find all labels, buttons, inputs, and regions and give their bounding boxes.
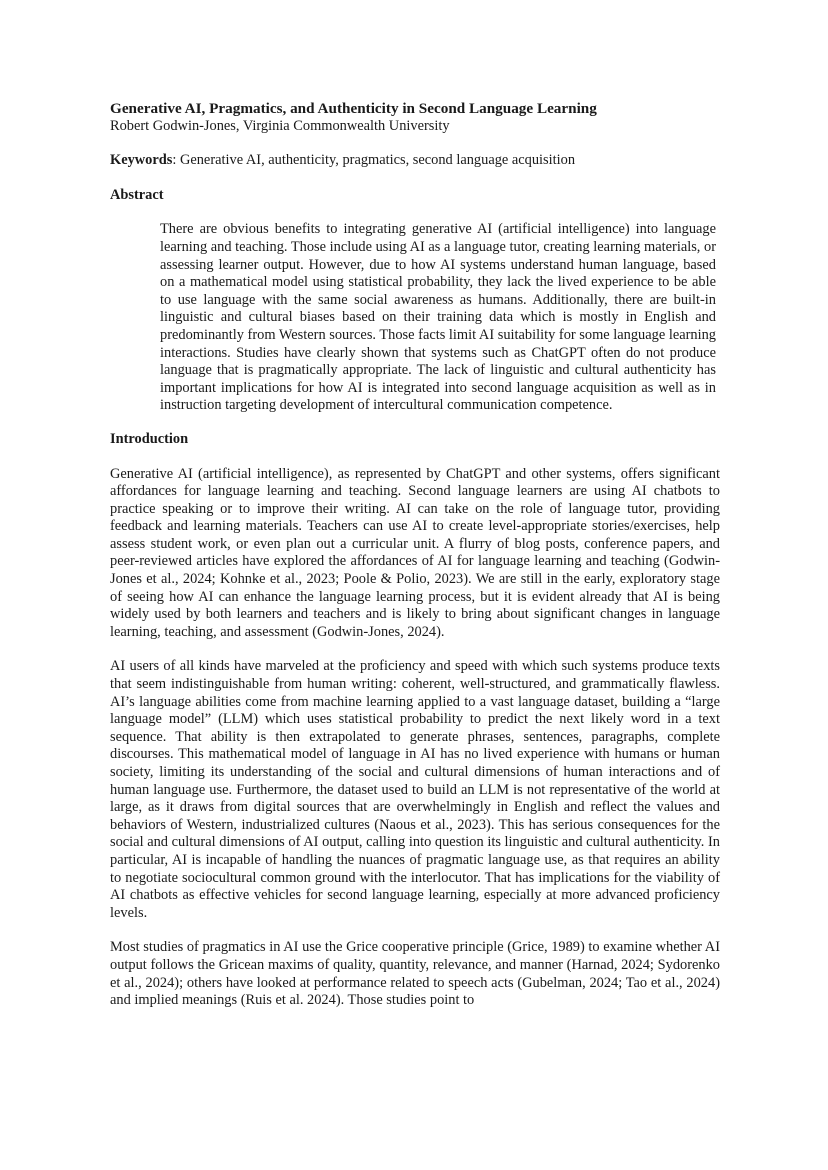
abstract-text: There are obvious benefits to integrating generative AI (artificial intelligence) into language learning and teaching. Those include using AI as a language tutor, creating learning materials, or assessing learner output. However, due to how AI systems understand human language, based on a mathematical model using statistical probability, they lack the lived experience to be able to use language with the same social awareness as humans. Additionally, there are built-in linguistic and cultural biases based on their training data which is mostly in English and predominantly from Western sources. Those facts limit AI suitability for some language learning interactions. Studies have clearly shown that systems such as ChatGPT often do not produce language that is pragmatically appropriate. The lack of linguistic and cultural authenticity has important implications for how AI is integrated into second language acquisition as well as in instruction targeting development of intercultural communication competence. [160, 221, 716, 414]
keywords-text: : Generative AI, authenticity, pragmatics, second language acquisition [172, 152, 576, 169]
body-paragraph: Generative AI (artificial intelligence), as represented by ChatGPT and other systems, offers significant affordances for language learning and teaching. Second language learners are using AI chatbots to practice speaking or to improve their writing. AI can take on the role of language tutor, providing feedback and learning materials. Teachers can use AI to create level-appropriate stories/exercises, help assess student work, or even plan out a curricular unit. A flurry of blog posts, conference papers, and peer-reviewed articles have explored the affordances of AI for language learning and teaching (Godwin-Jones et al., 2024; Kohnke et al., 2023; Poole & Polio, 2023). We are still in the early, exploratory stage of seeing how AI can enhance the language learning process, but it is evident already that AI is being widely used by both learners and teachers and is likely to bring about significant changes in language learning, teaching, and assessment (Godwin-Jones, 2024). [110, 465, 720, 640]
abstract-heading: Abstract [110, 186, 164, 203]
introduction-heading: Introduction [110, 430, 189, 447]
paper-title: Generative AI, Pragmatics, and Authenticity in Second Language Learning [110, 100, 597, 117]
body-paragraph: AI users of all kinds have marveled at the proficiency and speed with which such systems produce texts that seem indistinguishable from human writing: coherent, well-structured, and grammatically flawless. AI’s language abilities come from machine learning applied to a vast language dataset, building a “large language model” (LLM) which uses statistical probability to predict the next likely word in a text sequence. That ability is then extrapolated to generate phrases, sentences, paragraphs, complete discourses. This mathematical model of language in AI has no lived experience with humans or human society, limiting its understanding of the social and cultural dimensions of human interactions and of human language use. Furthermore, the dataset used to build an LLM is not representative of the world at large, as it draws from digital sources that are overwhelmingly in English and reflect the values and behaviors of Western, industrialized cultures (Naous et al., 2023). This has serious consequences for the social and cultural dimensions of AI output, calling into question its linguistic and cultural authenticity. In particular, AI is incapable of handling the nuances of pragmatic language use, as that requires an ability to negotiate sociocultural common ground with the interlocutor. That has implications for the viability of AI chatbots as effective vehicles for second language learning, especially at more advanced proficiency levels. [110, 658, 720, 921]
keywords-line [110, 152, 720, 170]
keywords-label: Keywords [110, 152, 173, 169]
paper-authors: Robert Godwin-Jones, Virginia Commonwealth University [110, 117, 450, 134]
paper-page [110, 100, 720, 1027]
body-paragraph: Most studies of pragmatics in AI use the Grice cooperative principle (Grice, 1989) to examine whether AI output follows the Gricean maxims of quality, quantity, relevance, and manner (Harnad, 2024; Sydorenko et al., 2024); others have looked at performance related to speech acts (Gubelman, 2024; Tao et al., 2024) and implied meanings (Ruis et al. 2024). Those studies point to [110, 939, 720, 1009]
